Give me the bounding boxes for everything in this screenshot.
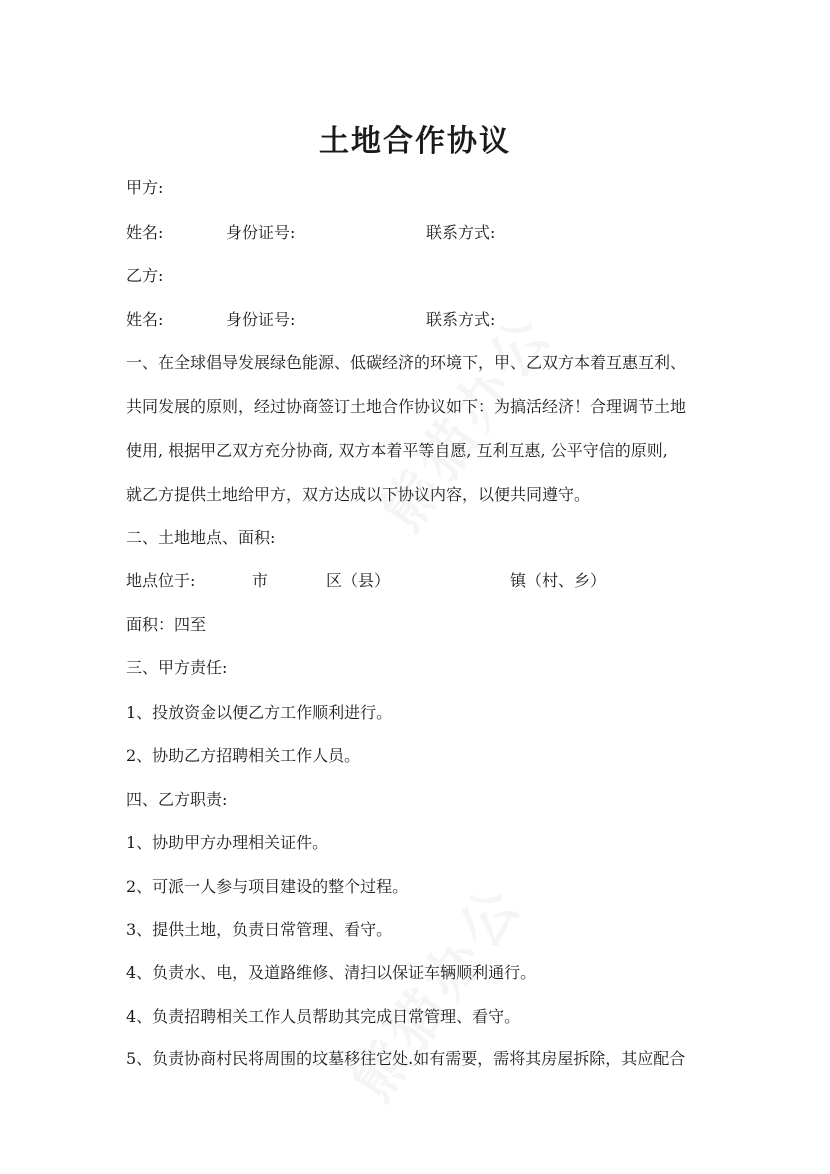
section-4-item: 4、负责水、电，及道路维修、清扫以保证车辆顺利通行。 — [126, 963, 537, 982]
location-row — [126, 571, 726, 591]
section-4-item: 5、负责协商村民将周围的坟墓移往它处.如有需要，需将其房屋拆除，其应配合 — [126, 1049, 686, 1068]
party-a-heading: 甲方: — [126, 178, 164, 197]
party-b-id-label: 身份证号: — [226, 310, 296, 329]
section-1-line: 一、在全球倡导发展绿色能源、低碳经济的环境下，甲、乙双方本着互惠互利、 — [126, 353, 687, 372]
location-city: 市 — [252, 571, 269, 590]
party-a-id-label: 身份证号: — [226, 223, 296, 242]
location-town: 镇（村、乡） — [510, 571, 607, 590]
watermark-text — [360, 295, 568, 544]
party-a-name-label: 姓名: — [126, 223, 164, 242]
party-b-contact-label: 联系方式: — [426, 310, 496, 329]
party-b-name-label: 姓名: — [126, 310, 164, 329]
watermark-text — [330, 865, 538, 1114]
section-4-item: 2、可派一人参与项目建设的整个过程。 — [126, 877, 409, 896]
location-label: 地点位于: — [126, 571, 196, 590]
section-4-item: 1、协助甲方办理相关证件。 — [126, 833, 329, 852]
section-3-heading: 三、甲方责任: — [126, 658, 228, 677]
section-1-line: 共同发展的原则，经过协商签订土地合作协议如下：为搞活经济！合理调节土地 — [126, 397, 687, 416]
party-a-contact-label: 联系方式: — [426, 223, 496, 242]
document-title: 土地合作协议 — [319, 124, 511, 159]
section-1-line: 使用, 根据甲乙双方充分协商, 双方本着平等自愿, 互利互惠, 公平守信的原则, — [126, 441, 668, 460]
party-a-info-row — [126, 223, 726, 243]
section-4-item: 3、提供土地，负责日常管理、看守。 — [126, 920, 393, 939]
party-b-heading: 乙方: — [126, 266, 164, 285]
section-3-item: 1、投放资金以便乙方工作顺利进行。 — [126, 703, 393, 722]
party-b-info-row — [126, 310, 726, 330]
section-1-line: 就乙方提供土地给甲方，双方达成以下协议内容，以便共同遵守。 — [126, 485, 591, 504]
section-3-item: 2、协助乙方招聘相关工作人员。 — [126, 746, 361, 765]
section-4-item: 4、负责招聘相关工作人员帮助其完成日常管理、看守。 — [126, 1007, 521, 1026]
area-line: 面积：四至 — [126, 615, 207, 634]
section-4-heading: 四、乙方职责: — [126, 790, 228, 809]
location-district: 区（县） — [326, 571, 391, 590]
section-2-heading: 二、土地地点、面积: — [126, 528, 276, 547]
